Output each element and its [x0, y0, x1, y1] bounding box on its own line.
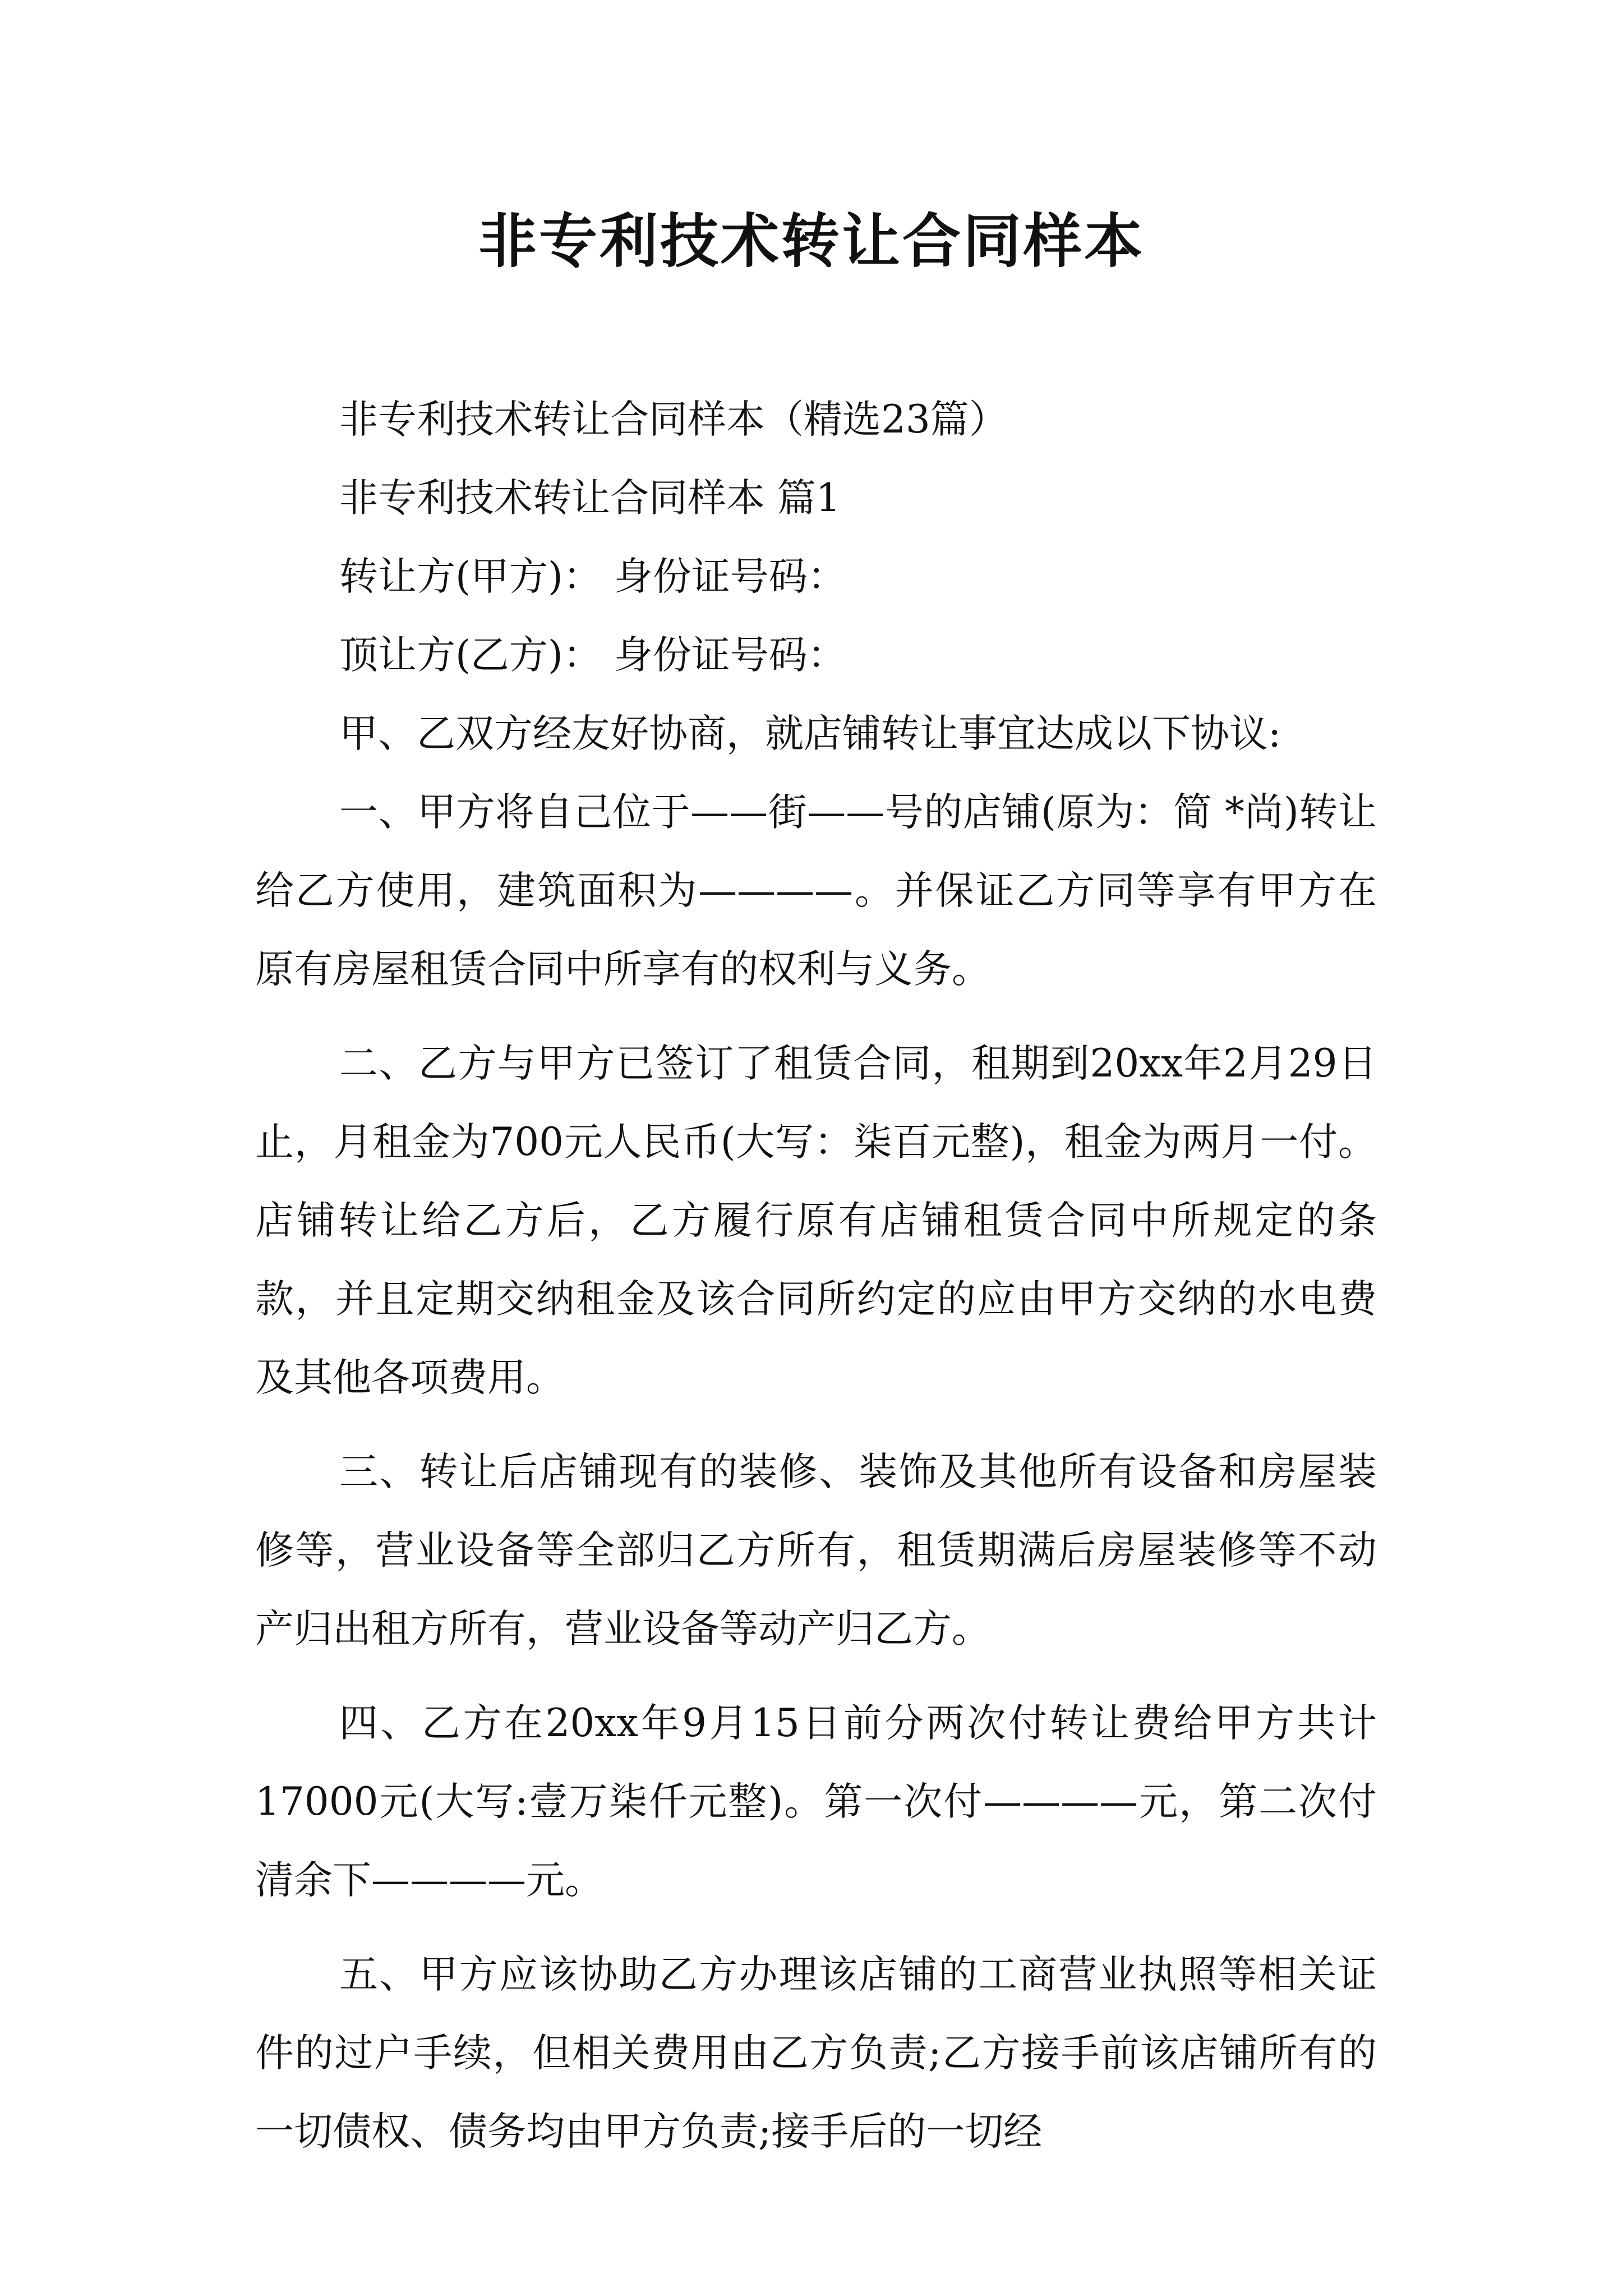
clause-2: 二、乙方与甲方已签订了租赁合同，租期到20xx年2月29日止，月租金为700元人民币(大写：柒百元整)，租金为两月一付。店铺转让给乙方后，乙方履行原有店铺租赁合同中所规定的条款，并且定期交纳租金及该合同所约定的应由甲方交纳的水电费及其他各项费用。 [255, 1041, 1377, 1400]
section-heading: 非专利技术转让合同样本 篇1 [339, 476, 841, 521]
transferor-line: 转让方(甲方)： 身份证号码： [339, 554, 846, 599]
document-body [255, 380, 1377, 2187]
document-subtitle: 非专利技术转让合同样本（精选23篇） [339, 397, 1008, 442]
clause-4: 四、乙方在20xx年9月15日前分两次付转让费给甲方共计17000元(大写:壹万柒仟元整)。第一次付————元，第二次付清余下————元。 [255, 1701, 1377, 1903]
preamble: 甲、乙双方经友好协商，就店铺转让事宜达成以下协议: [339, 711, 1281, 756]
clause-3: 三、转让后店铺现有的装修、装饰及其他所有设备和房屋装修等，营业设备等全部归乙方所有，租赁期满后房屋装修等不动产归出租方所有，营业设备等动产归乙方。 [255, 1450, 1377, 1651]
document-title: 非专利技术转让合同样本 [478, 206, 1145, 275]
clause-5: 五、甲方应该协助乙方办理该店铺的工商营业执照等相关证件的过户手续，但相关费用由乙方负责;乙方接手前该店铺所有的一切债权、债务均由甲方负责;接手后的一切经 [255, 1952, 1377, 2154]
transferee-line: 顶让方(乙方)： 身份证号码： [339, 633, 846, 678]
clause-1: 一、甲方将自己位于——街——号的店铺(原为：简 *尚)转让给乙方使用，建筑面积为————。并保证乙方同等享有甲方在原有房屋租赁合同中所享有的权利与义务。 [255, 790, 1377, 992]
